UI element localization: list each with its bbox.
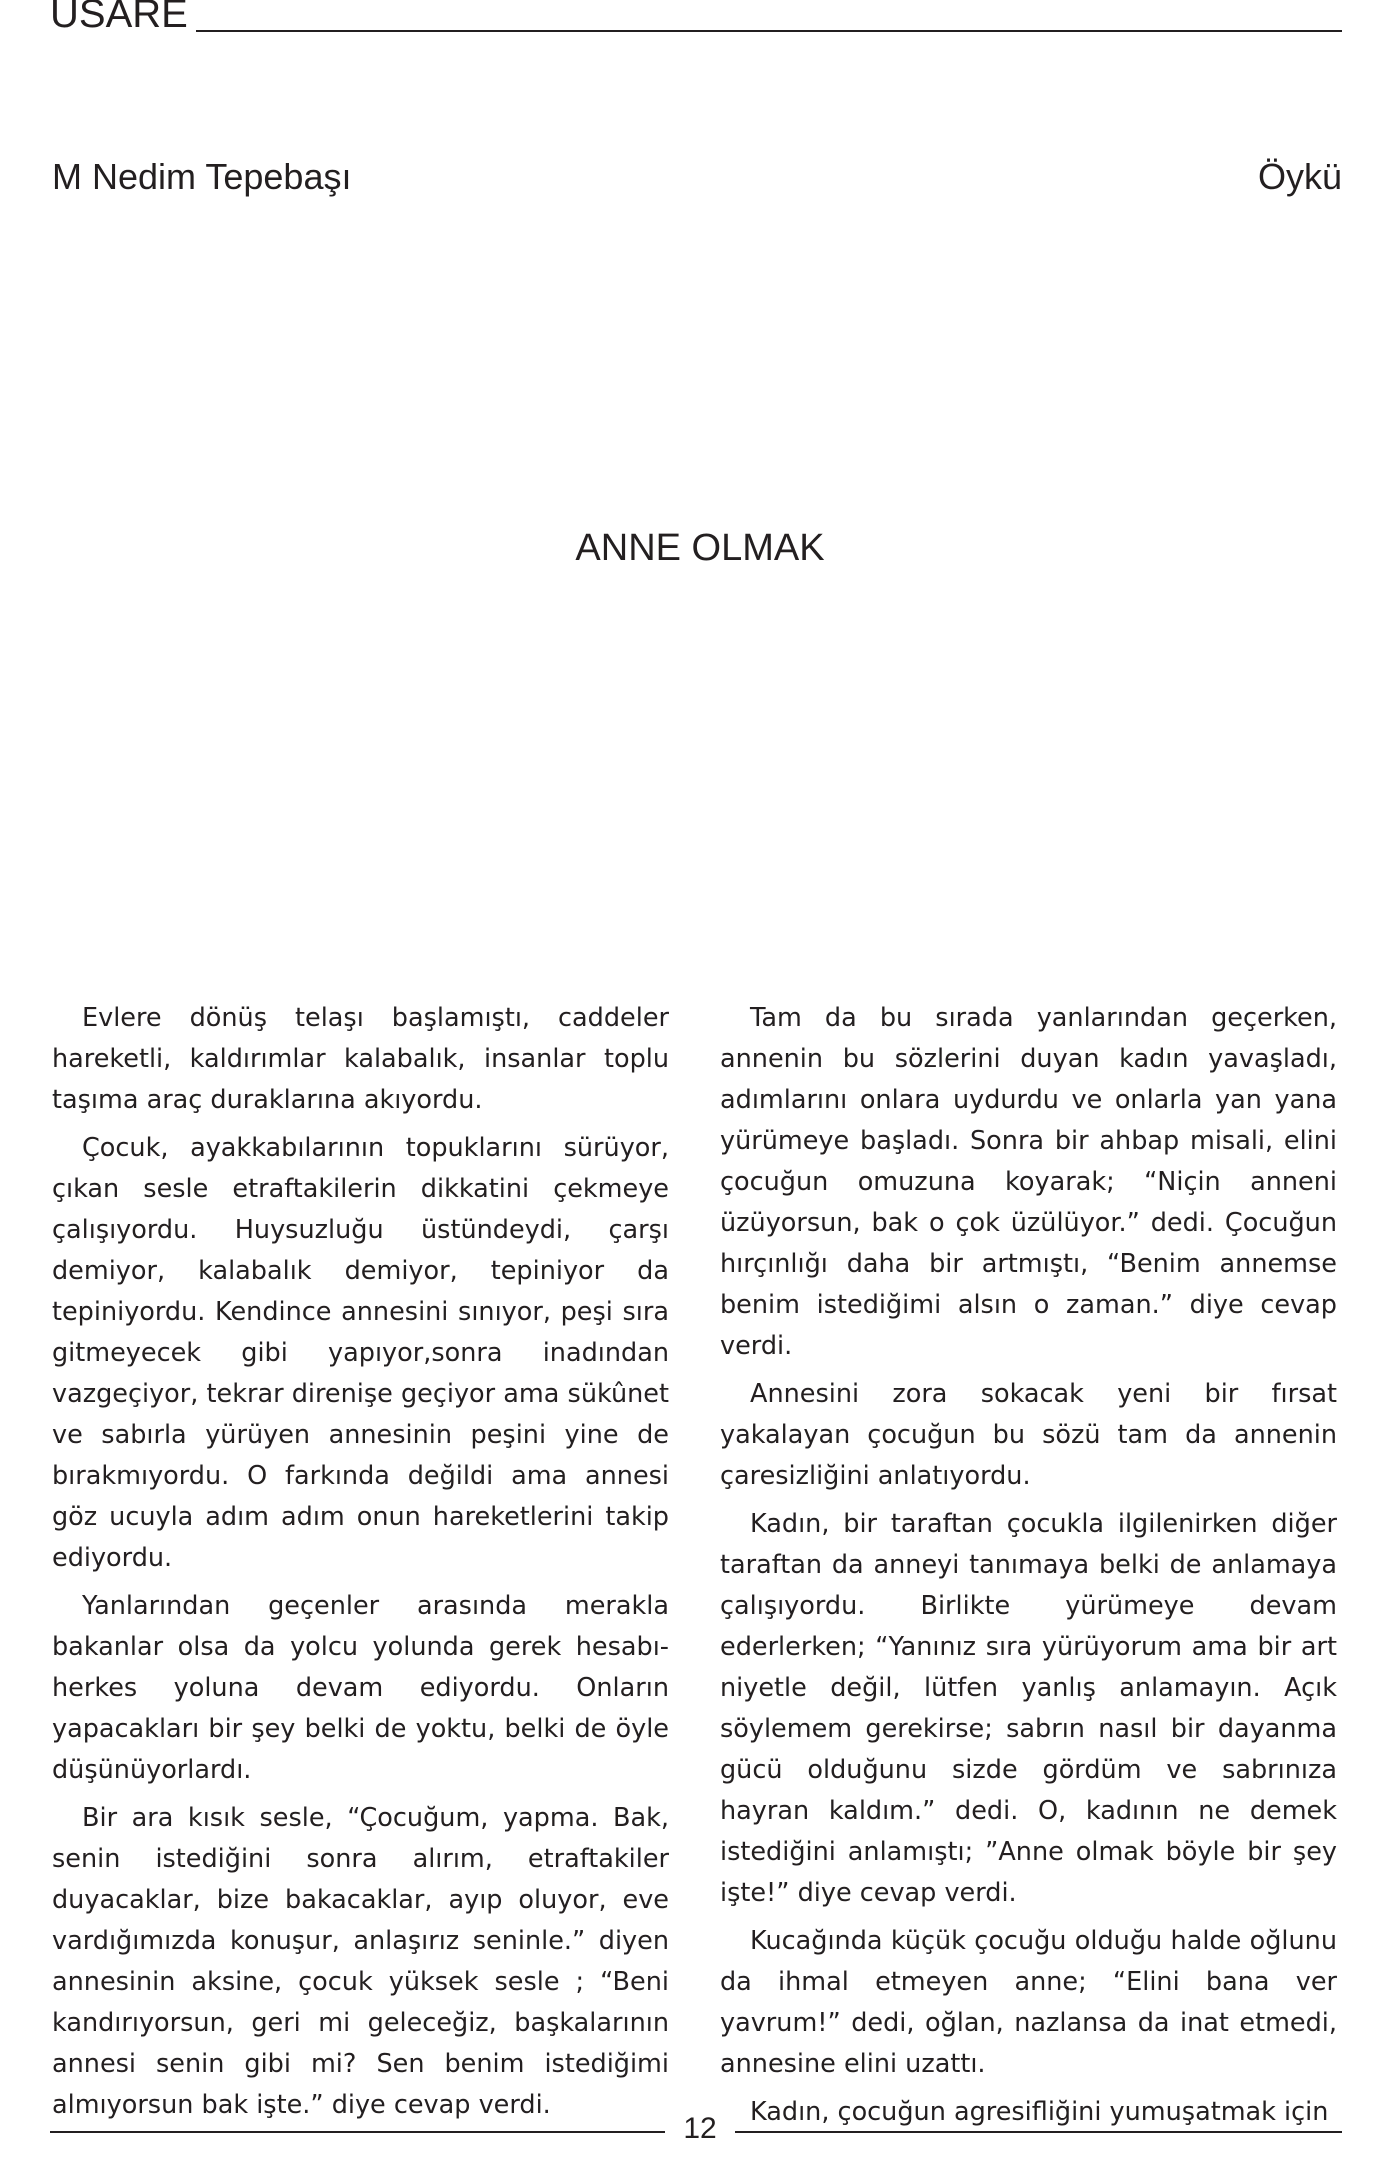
left-text-column [52, 998, 669, 2133]
paragraph: Evlere dönüş telaşı başlamıştı, caddeler hareketli, kaldırımlar kalabalık, insanlar toplu taşıma araç duraklarına akıyordu. [52, 1003, 669, 1115]
genre-label: Öykü [1257, 156, 1342, 197]
paragraph: Çocuk, ayakkabılarının topuklarını sürüyor, çıkan sesle etraftakilerin dikkatini çekmeye çalışıyordu. Huysuzluğu üstündeydi, çarşı demiyor, kalabalık demiyor, tepiniyor da tepiniyordu. Kendince annesini sınıyor, peşi sıra gitmeyecek gibi yapıyor,sonra inadından vazgeçiyor, tekrar direnişe geçiyor ama sükûnet ve sabırla yürüyen annesinin peşini yine de bırakmıyordu. O farkında değildi ama annesi göz ucuyla adım adım onun hareketlerini takip ediyordu. [52, 1133, 669, 1573]
header-rule [50, 30, 1342, 32]
paragraph: Kucağında küçük çocuğu olduğu halde oğlunu da ihmal etmeyen anne; “Elini bana ver yavrum!” dedi, oğlan, nazlansa da inat etmedi, annesine elini uzattı. [720, 1926, 1337, 2079]
page-number: 12 [683, 2112, 717, 2145]
paragraph: Tam da bu sırada yanlarından geçerken, annenin bu sözlerini duyan kadın yavaşladı, adımlarını onlara uydurdu ve onlarla yan yana yürümeye başladı. Sonra bir ahbap misali, elini çocuğun omuzuna koyarak; “Niçin anneni üzüyorsun, bak o çok üzülüyor.” dedi. Çocuğun hırçınlığı daha bir artmıştı, “Benim annemse benim istediğimi alsın o zaman.” diye cevap verdi. [720, 1003, 1337, 1361]
paragraph: Annesini zora sokacak yeni bir fırsat yakalayan çocuğun bu sözü tam da annenin çaresizliğini anlatıyordu. [720, 1379, 1337, 1491]
paragraph: Kadın, çocuğun agresifliğini yumuşatmak için [750, 2097, 1329, 2127]
author-name: M Nedim Tepebaşı [52, 156, 352, 197]
footer-rule-right [735, 2131, 1342, 2133]
story-title: ANNE OLMAK [575, 527, 825, 569]
magazine-name: USARE [50, 0, 196, 36]
footer-rule-left [50, 2131, 665, 2133]
paragraph: Bir ara kısık sesle, “Çocuğum, yapma. Bak, senin istediğini sonra alırım, etraftakiler duyacaklar, bize bakacaklar, ayıp oluyor, eve vardığımızda konuşur, anlaşırız seninle.” diyen annesinin aksine, çocuk yüksek sesle ; “Beni kandırıyorsun, geri mi geleceğiz, başkalarının annesi senin gibi mi? Sen benim istediğimi almıyorsun bak işte.” diye cevap verdi. [52, 1803, 669, 2120]
paragraph: Kadın, bir taraftan çocukla ilgilenirken diğer taraftan da anneyi tanımaya belki de anlamaya çalışıyordu. Birlikte yürümeye devam ederlerken; “Yanınız sıra yürüyorum ama bir art niyetle değil, lütfen yanlış anlamayın. Açık söylemem gerekirse; sabrın nasıl bir dayanma gücü olduğunu sizde gördüm ve sabrınıza hayran kaldım.” dedi. O, kadının ne demek istediğini anlamıştı; ”Anne olmak böyle bir şey işte!” diye cevap verdi. [720, 1509, 1337, 1908]
paragraph: Yanlarından geçenler arasında merakla bakanlar olsa da yolcu yolunda gerek hesabı-herkes yoluna devam ediyordu. Onların yapacakları bir şey belki de yoktu, belki de öyle düşünüyorlardı. [52, 1591, 669, 1785]
right-text-column [720, 998, 1337, 2140]
